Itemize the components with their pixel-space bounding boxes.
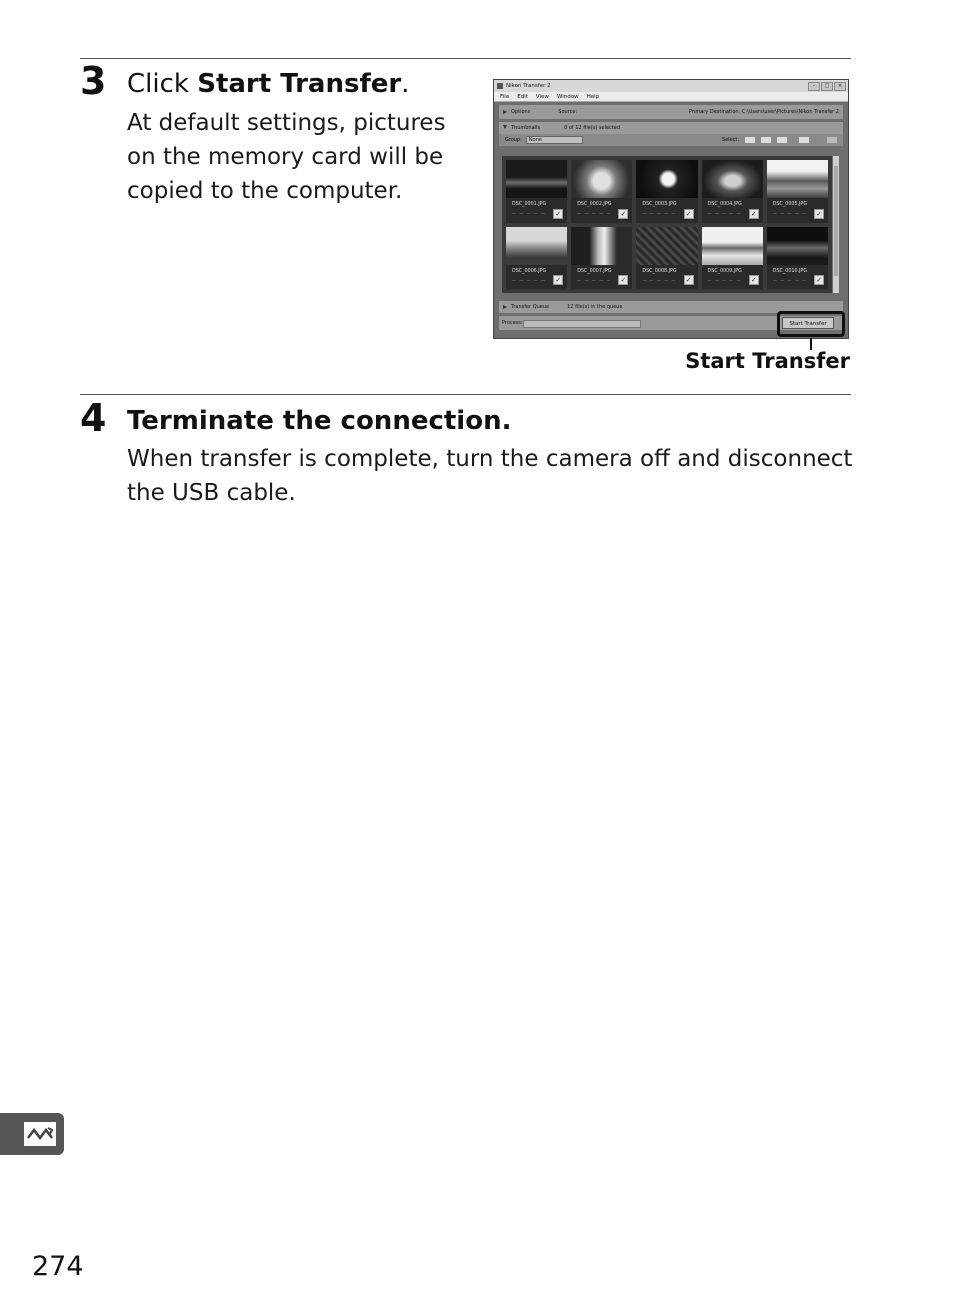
- thumbnail-image: [702, 227, 763, 265]
- thumbnail-image: [506, 160, 567, 198]
- primary-destination: Primary Destination: C:\Users\user\Pictures\Nikon Transfer 2: [688, 109, 839, 115]
- start-transfer-callout: Start Transfer: [685, 349, 850, 373]
- nikon-transfer-window: [493, 79, 849, 339]
- thumbnail-image: [767, 160, 828, 198]
- section-tab: [0, 1113, 64, 1155]
- step-3-body-line: on the memory card will be: [127, 144, 444, 170]
- source-label: Source:: [558, 109, 578, 115]
- thumbnail-info: — — — — —: [707, 211, 742, 216]
- thumbnail-checkbox[interactable]: ✓: [684, 209, 694, 219]
- top-rule: [80, 58, 851, 59]
- thumbnail-item[interactable]: [767, 227, 828, 290]
- page-number: 274: [32, 1251, 84, 1282]
- thumbnail-filename: DSC_0007.JPG: [577, 268, 612, 274]
- thumbnail-item[interactable]: [636, 160, 697, 223]
- thumbnail-filename: DSC_0004.JPG: [707, 202, 742, 207]
- window-title: Nikon Transfer 2: [506, 83, 551, 89]
- step-3-title-bold: Start Transfer: [197, 69, 402, 99]
- thumbnail-checkbox[interactable]: ✓: [553, 209, 563, 219]
- thumbnail-item[interactable]: [636, 227, 697, 290]
- queue-count: 12 file(s) in the queue: [567, 304, 623, 310]
- step-3-number: 3: [80, 59, 107, 103]
- thumbnail-image: [702, 160, 763, 198]
- thumbnail-checkbox[interactable]: ✓: [749, 209, 759, 219]
- close-button[interactable]: ×: [834, 82, 846, 91]
- thumbnail-info: — — — — —: [512, 211, 547, 216]
- scrollbar-thumb[interactable]: [834, 166, 838, 276]
- menu-bar: [494, 92, 848, 102]
- middle-rule: [80, 394, 851, 395]
- thumbnail-image: [571, 160, 632, 198]
- group-label: Group:: [505, 137, 522, 143]
- thumbnail-filename: DSC_0010.JPG: [772, 268, 808, 274]
- thumbnail-checkbox[interactable]: ✓: [684, 275, 694, 285]
- thumbnail-info: — — — — —: [642, 211, 677, 216]
- process-label: Process:: [502, 320, 523, 326]
- step-4-title: Terminate the connection.: [127, 406, 512, 436]
- selected-count: 0 of 12 file(s) selected: [564, 125, 621, 131]
- thumbnail-info: — — — — —: [577, 277, 612, 283]
- minimize-button[interactable]: –: [808, 82, 820, 91]
- thumbnail-image: [506, 227, 567, 265]
- thumbnail-info: — — — — —: [577, 211, 612, 216]
- expand-triangle-icon: [503, 305, 507, 309]
- window-titlebar: [494, 80, 848, 92]
- step-3-body: [127, 106, 446, 208]
- collapse-triangle-icon: [503, 125, 507, 131]
- step-3-body-line: At default settings, pictures: [127, 110, 446, 136]
- vertical-scrollbar[interactable]: [833, 156, 839, 293]
- select-all-icon[interactable]: [745, 137, 755, 143]
- thumbnail-checkbox[interactable]: ✓: [618, 209, 628, 219]
- window-controls: [808, 82, 846, 91]
- step-4-body-line: the USB cable.: [127, 480, 296, 506]
- step-3-title-prefix: Click: [127, 69, 198, 99]
- thumbnail-image: [636, 160, 697, 198]
- thumbnail-filename: DSC_0002.JPG: [577, 202, 612, 207]
- options-label: Options: [511, 109, 531, 115]
- thumbnail-info: — — — — —: [707, 277, 742, 283]
- menu-view[interactable]: View: [535, 93, 549, 100]
- menu-edit[interactable]: Edit: [517, 93, 528, 100]
- thumbnail-item[interactable]: [571, 160, 632, 223]
- step-4-body: [127, 442, 852, 510]
- thumbnail-item[interactable]: [767, 160, 828, 223]
- transfer-wave-icon: [24, 1122, 56, 1146]
- thumbnail-filename: DSC_0003.JPG: [642, 202, 677, 207]
- start-transfer-highlight: [777, 311, 845, 337]
- thumbnail-info: — — — — —: [512, 277, 547, 283]
- thumbnail-checkbox[interactable]: ✓: [749, 275, 759, 285]
- step-4-number: 4: [80, 396, 107, 440]
- thumbnail-checkbox[interactable]: ✓: [553, 275, 563, 285]
- thumbnail-filename: DSC_0006.JPG: [512, 268, 547, 274]
- thumbnail-image: [571, 227, 632, 265]
- thumbnail-info: — — — — —: [772, 211, 807, 216]
- thumbnail-size-icon[interactable]: [827, 137, 837, 143]
- process-progress: [523, 320, 641, 328]
- thumbnail-item[interactable]: [702, 227, 763, 290]
- thumbnail-item[interactable]: [506, 227, 567, 290]
- transfer-queue-label: Transfer Queue: [511, 304, 550, 310]
- menu-help[interactable]: Help: [586, 93, 600, 100]
- step-4-body-line: When transfer is complete, turn the camera off and disconnect: [127, 446, 853, 472]
- select-none-icon[interactable]: [799, 137, 809, 143]
- thumbnail-filename: DSC_0001.JPG: [512, 202, 547, 207]
- group-bar: [499, 134, 843, 146]
- thumbnail-checkbox[interactable]: ✓: [618, 275, 628, 285]
- thumbnail-info: — — — — —: [772, 277, 807, 283]
- thumbnail-filename: DSC_0009.JPG: [707, 268, 742, 274]
- thumbnail-info: — — — — —: [642, 277, 677, 283]
- thumbnail-filename: DSC_0005.JPG: [772, 202, 808, 207]
- step-3-body-line: copied to the computer.: [127, 178, 403, 204]
- thumbnails-panel[interactable]: [499, 122, 843, 134]
- select-new-icon[interactable]: [777, 137, 787, 143]
- thumbnail-filename: DSC_0008.JPG: [642, 268, 677, 274]
- start-transfer-button[interactable]: Start Transfer: [782, 317, 834, 329]
- select-label: Select:: [721, 137, 739, 143]
- thumbnail-item[interactable]: [571, 227, 632, 290]
- menu-file[interactable]: File: [500, 93, 510, 100]
- step-3-title-suffix: .: [401, 69, 410, 99]
- thumbnails-label: Thumbnails: [511, 125, 541, 131]
- thumbnail-checkbox[interactable]: ✓: [814, 275, 824, 285]
- thumbnail-item[interactable]: [506, 160, 567, 223]
- thumbnail-item[interactable]: [702, 160, 763, 223]
- app-icon: [497, 83, 503, 89]
- expand-triangle-icon: [503, 110, 507, 114]
- thumbnail-image: [767, 227, 828, 265]
- select-protected-icon[interactable]: [761, 137, 771, 143]
- thumbnail-grid: [502, 156, 832, 293]
- step-3-title: [127, 69, 410, 99]
- thumbnail-image: [636, 227, 697, 265]
- group-select[interactable]: None: [526, 136, 583, 144]
- options-panel[interactable]: [499, 105, 843, 119]
- thumbnail-checkbox[interactable]: ✓: [814, 209, 824, 219]
- maximize-button[interactable]: □: [821, 82, 833, 91]
- menu-window[interactable]: Window: [556, 93, 579, 100]
